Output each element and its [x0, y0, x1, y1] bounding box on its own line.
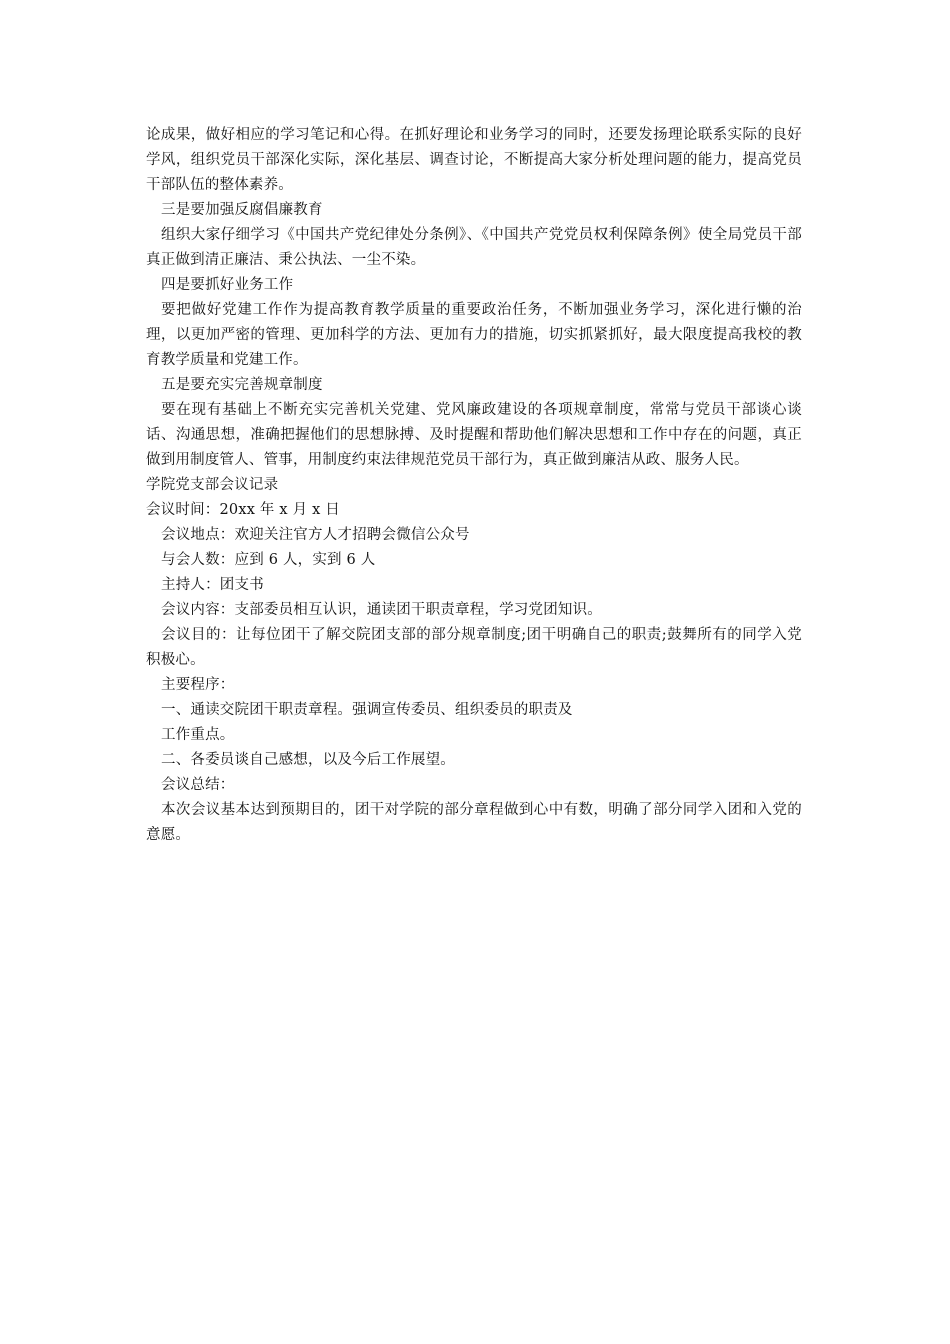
- meeting-summary-heading: 会议总结：: [161, 777, 235, 793]
- meeting-summary: 本次会议基本达到预期目的，团干对学院的部分章程做到心中有数，明确了部分同学入团和入党的意愿。: [146, 802, 802, 843]
- meeting-content: 会议内容：支部委员相互认识，通读团干职责章程，学习党团知识。: [161, 602, 602, 618]
- meeting-attendance: 与会人数：应到 6 人，实到 6 人: [161, 552, 376, 568]
- procedure-item-1: 一、通读交院团干职责章程。强调宣传委员、组织委员的职责及: [161, 702, 573, 718]
- meeting-location: 会议地点：欢迎关注官方人才招聘会微信公众号: [161, 527, 470, 543]
- heading-regulations: 五是要充实完善规章制度: [161, 377, 323, 393]
- procedure-item-1-continued: 工作重点。: [161, 727, 235, 743]
- paragraph-anti-corruption: 组织大家仔细学习《中国共产党纪律处分条例》、《中国共产党党员权利保障条例》使全局党员干部真正做到清正廉洁、秉公执法、一尘不染。: [146, 227, 802, 268]
- procedure-item-2: 二、各委员谈自己感想，以及今后工作展望。: [161, 752, 455, 768]
- paragraph-business-work: 要把做好党建工作作为提高教育教学质量的重要政治任务，不断加强业务学习，深化进行懒的治理，以更加严密的管理、更加科学的方法、更加有力的措施，切实抓紧抓好，最大限度提高我校的教育教学质量和党建工作。: [146, 302, 802, 368]
- paragraph-study-results: 论成果，做好相应的学习笔记和心得。在抓好理论和业务学习的同时，还要发扬理论联系实际的良好学风，组织党员干部深化实际，深化基层、调查讨论，不断提高大家分析处理问题的能力，提高党员干部队伍的整体素养。: [146, 127, 802, 193]
- meeting-time: 会议时间：20xx 年 x 月 x 日: [146, 502, 341, 518]
- meeting-purpose: 会议目的：让每位团干了解交院团支部的部分规章制度;团干明确自己的职责;鼓舞所有的同学入党积极心。: [146, 627, 802, 668]
- meeting-record-title: 学院党支部会议记录: [146, 477, 279, 493]
- main-procedure-heading: 主要程序：: [161, 677, 235, 693]
- document-page: [146, 123, 802, 848]
- meeting-host: 主持人：团支书: [161, 577, 264, 593]
- heading-business-work: 四是要抓好业务工作: [161, 277, 294, 293]
- heading-anti-corruption: 三是要加强反腐倡廉教育: [161, 202, 323, 218]
- paragraph-regulations: 要在现有基础上不断充实完善机关党建、党风廉政建设的各项规章制度，常常与党员干部谈心谈话、沟通思想，准确把握他们的思想脉搏、及时提醒和帮助他们解决思想和工作中存在的问题，真正做到用制度管人、管事，用制度约束法律规范党员干部行为，真正做到廉洁从政、服务人民。: [146, 402, 802, 468]
